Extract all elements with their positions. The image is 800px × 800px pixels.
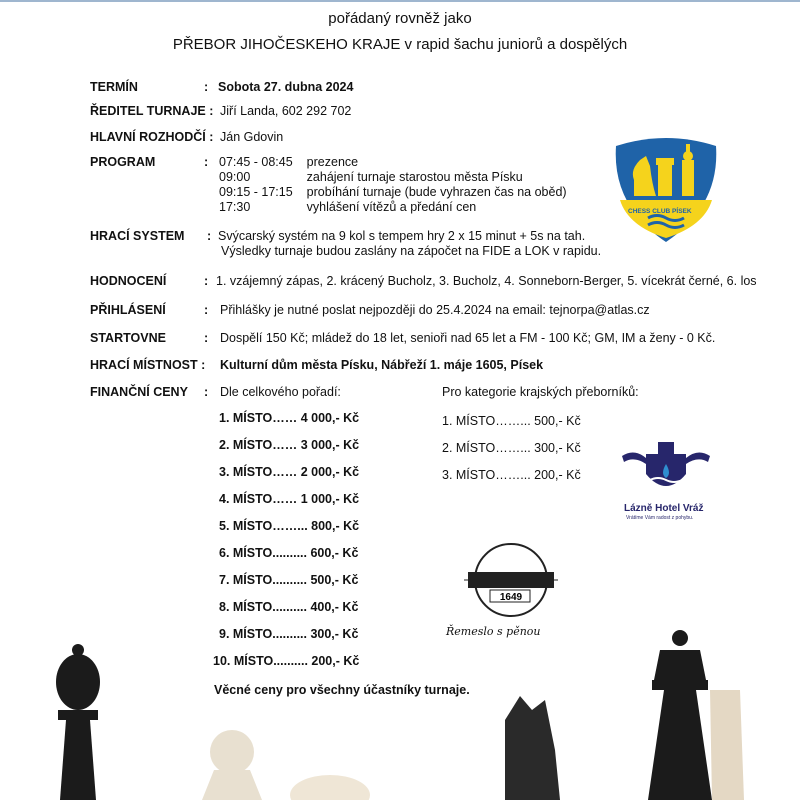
ceny-label: FINANČNÍ CENY — [90, 385, 188, 399]
colon: : — [204, 155, 209, 169]
prize-item: 3. MÍSTO…… 2 000,- Kč — [219, 465, 360, 479]
hodnoceni-label: HODNOCENÍ — [90, 274, 167, 288]
prize-item: 9. MÍSTO.......... 300,- Kč — [219, 627, 359, 641]
termin-label: TERMÍN — [90, 80, 138, 94]
chess-pieces-image — [0, 620, 800, 800]
prihlaseni-label: PŘIHLÁSENÍ — [90, 303, 166, 317]
prize-item: 1. MÍSTO…… 4 000,- Kč — [219, 411, 360, 425]
pivovar-tagline: Řemeslo s pěnou — [446, 625, 541, 638]
bishop-piece — [56, 644, 100, 800]
pawn-piece — [202, 730, 262, 800]
colon: : — [204, 303, 209, 317]
colon: : — [204, 80, 209, 94]
startovne-label: STARTOVNE — [90, 331, 166, 345]
program-row: 09:00 zahájení turnaje starostou města Písku — [219, 170, 523, 184]
prize-item: 10. MÍSTO.......... 200,- Kč — [213, 654, 360, 668]
chess-club-logo-text: CHESS CLUB PÍSEK — [628, 208, 692, 215]
ceny-note: Věcné ceny pro všechny účastníky turnaje. — [214, 683, 470, 697]
hotel-tagline: Vrátíme Vám radost z pohybu. — [626, 515, 694, 521]
program-row: 07:45 - 08:45 prezence — [219, 155, 359, 169]
program-table — [219, 155, 581, 215]
hotel-logo — [620, 440, 712, 500]
program-row: 09:15 - 17:15 probíhání turnaje (bude vyhrazen čas na oběd) — [219, 185, 567, 199]
queen-piece — [648, 630, 712, 800]
reditel-label: ŘEDITEL TURNAJE : — [90, 104, 214, 118]
knight-piece — [505, 696, 560, 800]
hodnoceni-value: 1. vzájemný zápas, 2. krácený Bucholz, 3. Bucholz, 4. Sonneborn-Berger, 5. vícekrát černé, 6. los — [216, 274, 757, 288]
prize-item: 5. MÍSTO……... 800,- Kč — [219, 519, 360, 533]
page-title: PŘEBOR JIHOČESKEHO KRAJE v rapid šachu juniorů a dospělých — [172, 36, 628, 53]
rozhodci-label: HLAVNÍ ROZHODČÍ : — [90, 130, 214, 144]
ceny-heading: Dle celkového pořadí: — [220, 385, 341, 399]
top-border — [0, 0, 800, 2]
pivovar-logo — [464, 540, 558, 620]
program-row: 17:30 vyhlášení vítězů a předání cen — [219, 200, 477, 214]
colon: : — [204, 385, 209, 399]
colon: : — [207, 229, 212, 243]
hotel-name: Lázně Hotel Vráž — [624, 503, 704, 514]
program-label: PROGRAM — [90, 155, 156, 169]
system-line2: Výsledky turnaje budou zaslány na zápočet na FIDE a LOK v rapidu. — [221, 244, 602, 258]
svg-text:1649: 1649 — [499, 592, 523, 603]
regional-prize-item: 3. MÍSTO……... 200,- Kč — [442, 468, 581, 482]
colon: : — [204, 274, 209, 288]
prize-item: 7. MÍSTO.......... 500,- Kč — [219, 573, 359, 587]
prize-item: 6. MÍSTO.......... 600,- Kč — [219, 546, 359, 560]
reditel-value: Jiří Landa, 602 292 702 — [220, 104, 352, 118]
regional-prize-item: 2. MÍSTO……... 300,- Kč — [442, 441, 581, 455]
subtitle: pořádaný rovněž jako — [328, 10, 472, 27]
prize-item: 4. MÍSTO…… 1 000,- Kč — [219, 492, 360, 506]
mistnost-label: HRACÍ MÍSTNOST : — [90, 358, 206, 372]
termin-value: Sobota 27. dubna 2024 — [218, 80, 354, 94]
startovne-value: Dospělí 150 Kč; mládež do 18 let, senioři nad 65 let a FM - 100 Kč; GM, IM a ženy - 0 Kč. — [220, 331, 716, 345]
mistnost-value: Kulturní dům města Písku, Nábřeží 1. máje 1605, Písek — [220, 358, 544, 372]
regional-prize-item: 1. MÍSTO……... 500,- Kč — [442, 414, 581, 428]
prize-item: 2. MÍSTO…… 3 000,- Kč — [219, 438, 360, 452]
prihlaseni-value: Přihlášky je nutné poslat nejpozději do 25.4.2024 na email: tejnorpa@atlas.cz — [220, 303, 650, 317]
chess-club-logo — [612, 136, 720, 244]
colon: : — [204, 331, 209, 345]
system-label: HRACÍ SYSTEM — [90, 229, 185, 243]
prize-item: 8. MÍSTO.......... 400,- Kč — [219, 600, 359, 614]
regional-heading: Pro kategorie krajských přeborníků: — [442, 385, 639, 399]
rozhodci-value: Ján Gdovin — [220, 130, 284, 144]
system-line1: Svýcarský systém na 9 kol s tempem hry 2 x 15 minut + 5s na tah. — [218, 229, 586, 243]
